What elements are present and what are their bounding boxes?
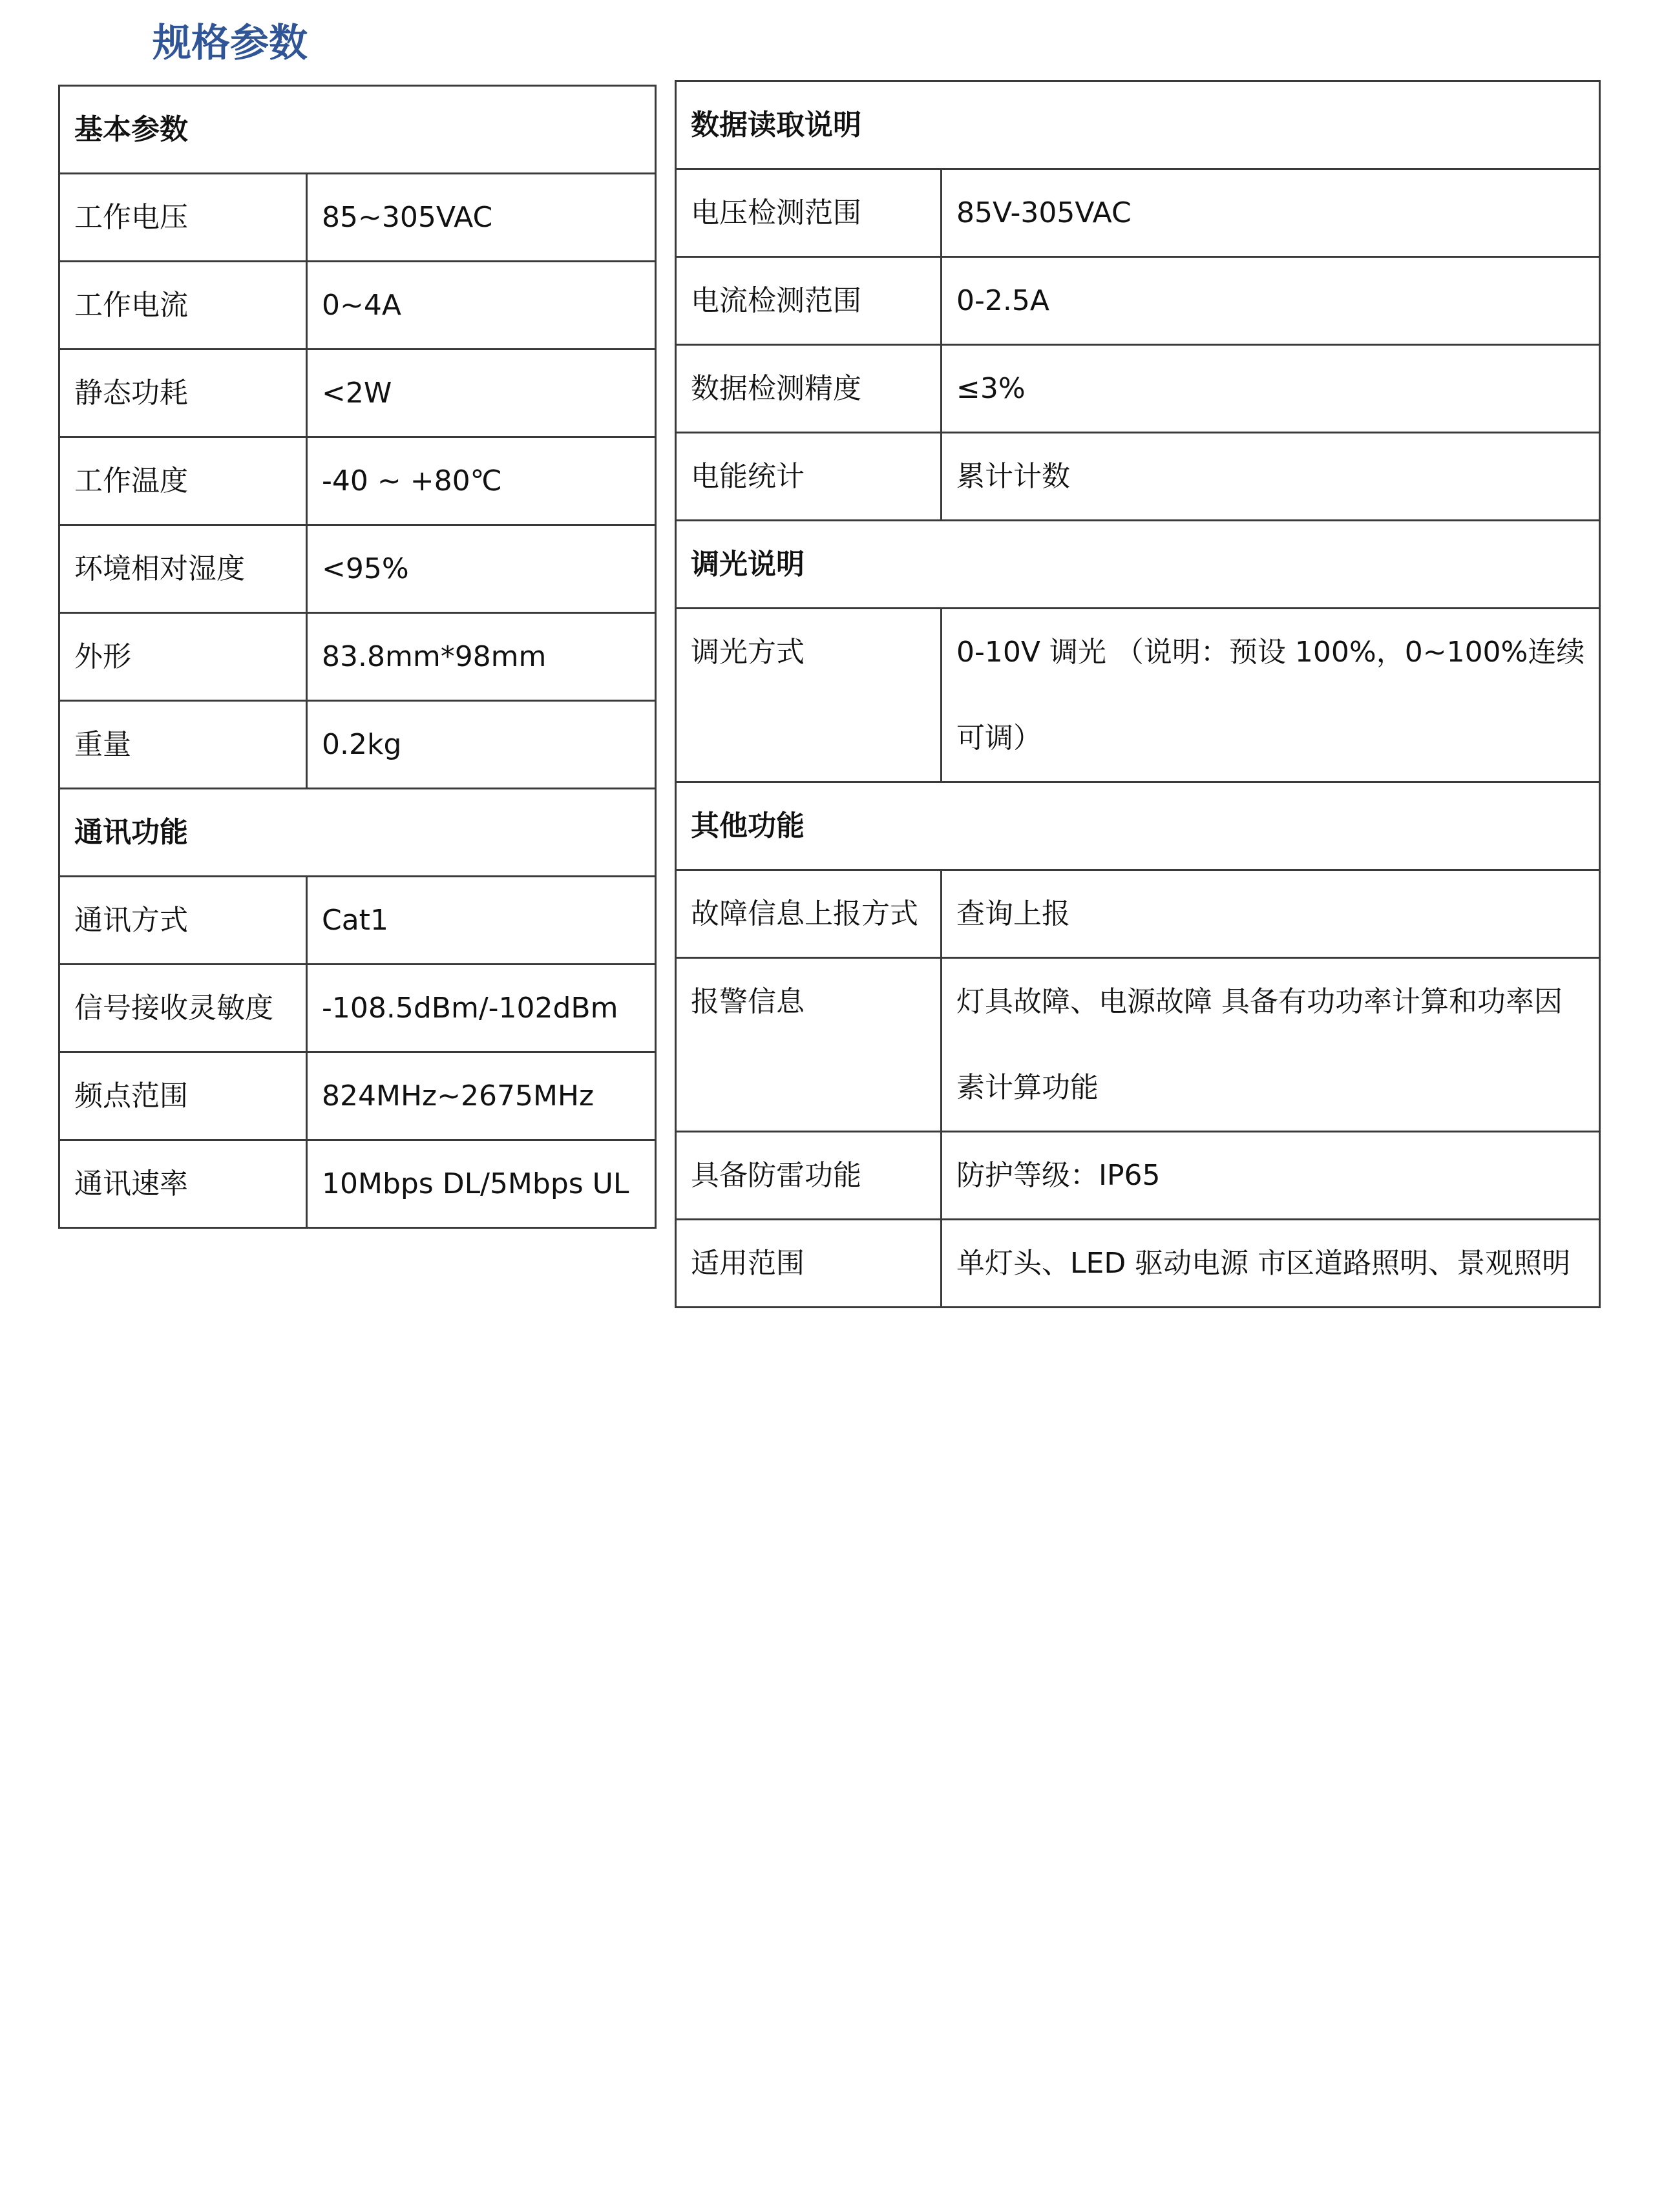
- row-value: -108.5dBm/-102dBm: [307, 965, 656, 1052]
- row-label: 电能统计: [676, 433, 942, 521]
- section-heading-basic: 基本参数: [59, 86, 656, 174]
- table-row: [676, 169, 1600, 257]
- section-heading-data-reading: 数据读取说明: [676, 81, 1600, 169]
- section-heading-other-functions: 其他功能: [676, 782, 1600, 870]
- row-label: 工作温度: [59, 437, 307, 525]
- table-row: [59, 701, 656, 789]
- row-value: 824MHz~2675MHz: [307, 1052, 656, 1140]
- row-label: 电流检测范围: [676, 257, 942, 345]
- row-value: 85V-305VAC: [942, 169, 1600, 257]
- table-row: [59, 877, 656, 965]
- table-row: [59, 174, 656, 262]
- spec-table-right: [675, 80, 1601, 1308]
- row-value: <2W: [307, 350, 656, 437]
- row-value: Cat1: [307, 877, 656, 965]
- row-label: 调光方式: [676, 609, 942, 782]
- table-row: [676, 1220, 1600, 1308]
- table-row: [59, 525, 656, 613]
- row-label: 故障信息上报方式: [676, 870, 942, 958]
- table-row: [676, 257, 1600, 345]
- row-label: 信号接收灵敏度: [59, 965, 307, 1052]
- spec-table-left: [58, 85, 657, 1229]
- row-value: 85~305VAC: [307, 174, 656, 262]
- row-value: 灯具故障、电源故障 具备有功功率计算和功率因素计算功能: [942, 958, 1600, 1132]
- table-row: [676, 609, 1600, 782]
- section-header-row: [59, 789, 656, 877]
- row-value: ≤3%: [942, 345, 1600, 433]
- row-label: 外形: [59, 613, 307, 701]
- table-row: [59, 262, 656, 350]
- row-label: 具备防雷功能: [676, 1132, 942, 1220]
- row-value: 10Mbps DL/5Mbps UL: [307, 1140, 656, 1228]
- row-label: 工作电流: [59, 262, 307, 350]
- row-value: 0-2.5A: [942, 257, 1600, 345]
- row-value: 单灯头、LED 驱动电源 市区道路照明、景观照明: [942, 1220, 1600, 1308]
- row-value: 累计计数: [942, 433, 1600, 521]
- row-label: 工作电压: [59, 174, 307, 262]
- row-label: 频点范围: [59, 1052, 307, 1140]
- section-header-row: [676, 782, 1600, 870]
- table-row: [676, 958, 1600, 1132]
- table-row: [59, 613, 656, 701]
- row-label: 适用范围: [676, 1220, 942, 1308]
- row-label: 电压检测范围: [676, 169, 942, 257]
- section-header-row: [59, 86, 656, 174]
- row-label: 通讯方式: [59, 877, 307, 965]
- row-value: 查询上报: [942, 870, 1600, 958]
- row-value: -40 ~ +80℃: [307, 437, 656, 525]
- table-row: [59, 1140, 656, 1228]
- page-title: 规格参数: [153, 21, 308, 66]
- section-heading-dimming: 调光说明: [676, 521, 1600, 609]
- section-heading-communication: 通讯功能: [59, 789, 656, 877]
- table-row: [59, 350, 656, 437]
- table-row: [676, 870, 1600, 958]
- row-value: 83.8mm*98mm: [307, 613, 656, 701]
- row-label: 重量: [59, 701, 307, 789]
- row-value: 0~4A: [307, 262, 656, 350]
- section-header-row: [676, 521, 1600, 609]
- row-label: 环境相对湿度: [59, 525, 307, 613]
- table-row: [59, 965, 656, 1052]
- section-header-row: [676, 81, 1600, 169]
- table-row: [59, 1052, 656, 1140]
- table-row: [59, 437, 656, 525]
- table-row: [676, 1132, 1600, 1220]
- row-value: 0-10V 调光 （说明：预设 100%，0~100%连续可调）: [942, 609, 1600, 782]
- row-value: <95%: [307, 525, 656, 613]
- row-label: 数据检测精度: [676, 345, 942, 433]
- table-row: [676, 345, 1600, 433]
- row-value: 0.2kg: [307, 701, 656, 789]
- row-value: 防护等级：IP65: [942, 1132, 1600, 1220]
- row-label: 通讯速率: [59, 1140, 307, 1228]
- row-label: 静态功耗: [59, 350, 307, 437]
- table-row: [676, 433, 1600, 521]
- row-label: 报警信息: [676, 958, 942, 1132]
